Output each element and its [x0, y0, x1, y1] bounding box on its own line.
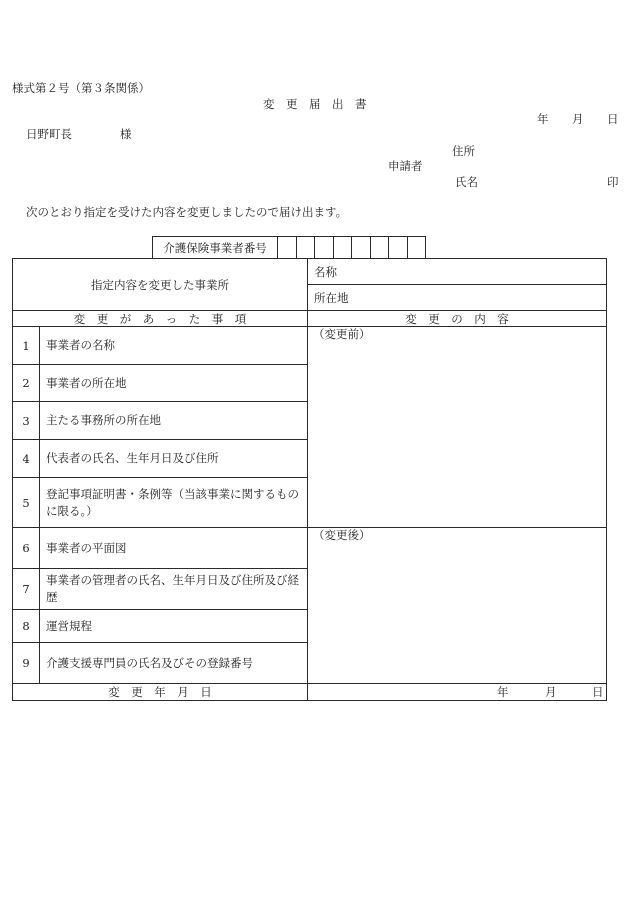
item-number: 6 [12, 527, 40, 569]
business-number-digit-box [408, 237, 426, 258]
item-label: 登記事項証明書・条例等（当該事業に関するものに限る。） [46, 486, 299, 518]
office-label: 指定内容を変更した事業所 [91, 277, 229, 292]
date-day-label: 日 [607, 112, 619, 126]
table-row [12, 439, 308, 478]
item-label: 代表者の氏名、生年月日及び住所 [46, 451, 219, 465]
item-number: 5 [12, 477, 40, 528]
table-row [12, 568, 308, 610]
content-header: 変 更 の 内 容 [405, 311, 509, 326]
item-label-cell [39, 477, 308, 528]
before-change-cell [307, 326, 607, 528]
addressee-name: 日野町長 [26, 127, 72, 141]
date-month-label: 月 [572, 112, 584, 126]
content-header-cell [307, 310, 607, 327]
after-change-label: （変更後） [313, 528, 371, 542]
items-header-cell [12, 310, 308, 327]
before-change-label: （変更前） [313, 327, 371, 341]
business-number-digit-box [389, 237, 408, 258]
office-label-cell [12, 258, 308, 311]
change-date-month-label: 月 [545, 685, 557, 699]
business-number-field [152, 236, 426, 259]
seal-label: 印 [607, 175, 619, 189]
item-label: 介護支援専門員の氏名及びその登録番号 [46, 655, 253, 670]
item-number: 4 [12, 439, 40, 478]
change-date-label-cell [12, 683, 308, 701]
business-number-digit-box [334, 237, 353, 258]
change-date-day-label: 日 [592, 685, 604, 699]
business-number-digit-box [352, 237, 371, 258]
office-address-cell [307, 284, 607, 311]
item-label: 事業者の管理者の氏名、生年月日及び住所及び経歴 [46, 573, 299, 604]
business-number-digit-box [297, 237, 316, 258]
applicant-role-label: 申請者 [388, 159, 423, 173]
table-row [12, 326, 308, 365]
change-date-value-cell [307, 683, 607, 701]
table-row [12, 609, 308, 643]
office-name-cell [307, 258, 607, 285]
item-label-cell [39, 326, 308, 365]
business-number-digit-box [371, 237, 390, 258]
item-number: 3 [12, 401, 40, 440]
table-row [12, 642, 308, 684]
item-label-cell [39, 439, 308, 478]
item-label: 事業者の名称 [46, 338, 115, 352]
item-label-cell [39, 527, 308, 569]
document-title: 変 更 届 出 書 [263, 97, 367, 111]
form-label: 様式第２号（第３条関係） [12, 81, 150, 95]
change-date-label: 変 更 年 月 日 [108, 685, 212, 699]
table-row [12, 527, 308, 569]
office-name-label: 名称 [314, 264, 337, 279]
items-header: 変 更 が あ っ た 事 項 [73, 311, 247, 326]
business-number-digit-box [315, 237, 334, 258]
item-label: 運営規程 [46, 618, 92, 633]
item-label-cell [39, 642, 308, 684]
item-label: 事業者の所在地 [46, 375, 127, 390]
business-number-label: 介護保険事業者番号 [153, 237, 278, 258]
statement-text: 次のとおり指定を受けた内容を変更しましたので届け出ます。 [26, 205, 348, 219]
item-number: 7 [12, 568, 40, 610]
item-number: 1 [12, 326, 40, 365]
applicant-address-label: 住所 [452, 144, 475, 158]
item-number: 8 [12, 609, 40, 643]
item-number: 2 [12, 364, 40, 402]
office-address-label: 所在地 [314, 290, 349, 305]
applicant-name-label: 氏名 [455, 175, 478, 189]
item-label-cell [39, 609, 308, 643]
table-row [12, 364, 308, 402]
item-label-cell [39, 364, 308, 402]
change-date-year-label: 年 [497, 685, 509, 699]
business-number-digit-box [278, 237, 297, 258]
after-change-cell [307, 527, 607, 684]
table-row [12, 477, 308, 528]
item-number: 9 [12, 642, 40, 684]
item-label: 主たる事務所の所在地 [46, 413, 161, 427]
table-row [12, 401, 308, 440]
item-label: 事業者の平面図 [46, 540, 127, 555]
date-year-label: 年 [537, 112, 549, 126]
addressee-honorific: 様 [120, 127, 132, 141]
item-label-cell [39, 401, 308, 440]
item-label-cell [39, 568, 308, 610]
